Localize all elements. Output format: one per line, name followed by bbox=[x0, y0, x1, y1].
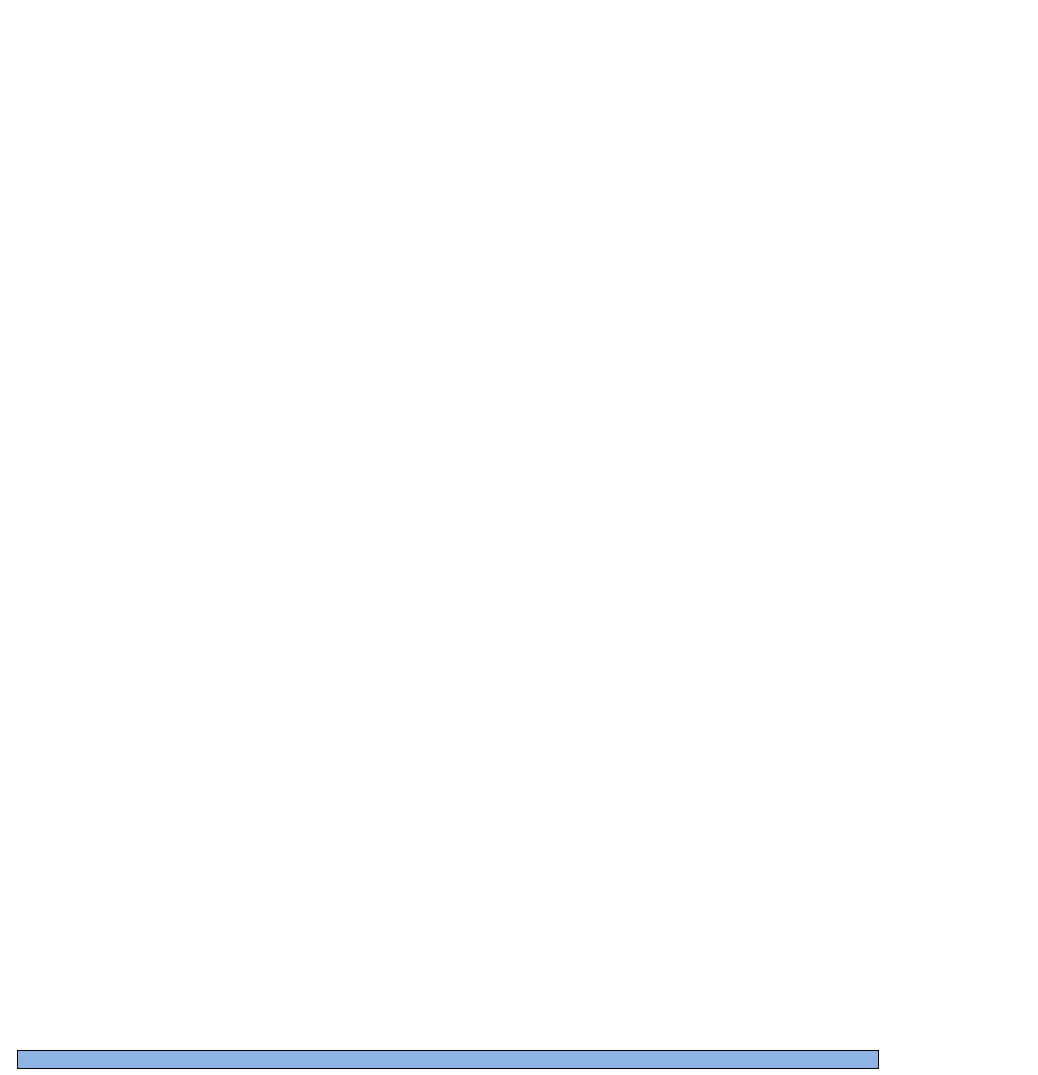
footer-bar bbox=[17, 1050, 879, 1069]
